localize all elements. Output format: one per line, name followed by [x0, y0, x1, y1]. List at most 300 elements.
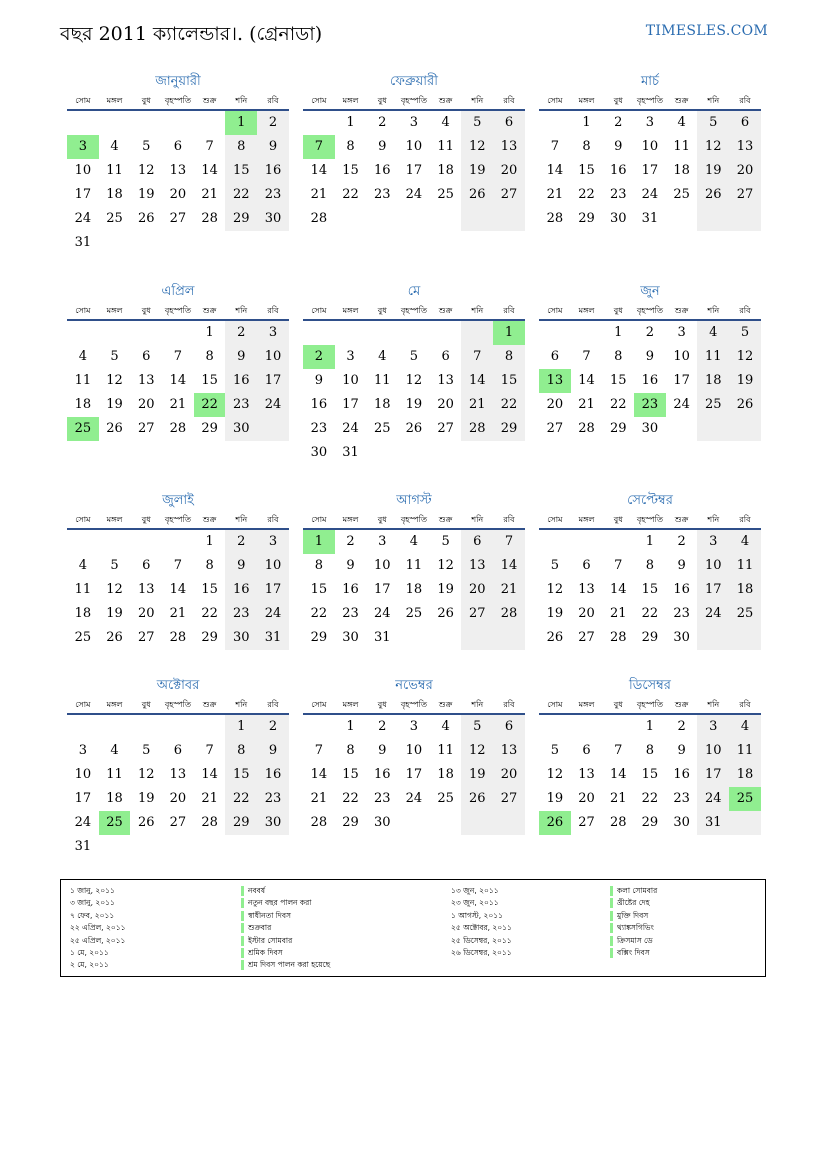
day-cell[interactable]: 25: [729, 787, 761, 811]
day-cell[interactable]: 27: [493, 183, 525, 207]
day-cell[interactable]: 24: [405, 187, 423, 202]
day-cell[interactable]: 28: [546, 211, 564, 226]
day-cell[interactable]: 14: [310, 767, 328, 782]
day-cell[interactable]: 25: [437, 187, 454, 202]
day-cell[interactable]: 3: [677, 325, 686, 340]
day-cell[interactable]: 5: [461, 111, 493, 135]
day-cell[interactable]: 7: [550, 139, 559, 154]
day-cell[interactable]: 8: [205, 558, 214, 573]
day-cell[interactable]: 21: [546, 187, 564, 202]
day-cell[interactable]: 15: [225, 159, 257, 183]
day-cell[interactable]: 19: [461, 763, 493, 787]
day-cell[interactable]: 16: [373, 767, 391, 782]
day-cell[interactable]: 24: [257, 393, 289, 417]
day-cell[interactable]: 27: [137, 630, 155, 645]
day-cell[interactable]: 3: [346, 349, 355, 364]
day-cell[interactable]: 6: [493, 715, 525, 739]
day-cell[interactable]: 26: [546, 630, 564, 645]
day-cell[interactable]: 29: [225, 811, 257, 835]
day-cell[interactable]: 26: [106, 421, 123, 436]
day-cell[interactable]: 4: [441, 719, 450, 734]
day-cell[interactable]: 17: [74, 187, 92, 202]
day-cell[interactable]: 14: [310, 163, 328, 178]
day-cell[interactable]: 3: [697, 715, 729, 739]
day-cell[interactable]: 13: [578, 767, 595, 782]
day-cell[interactable]: 10: [74, 163, 92, 178]
day-cell[interactable]: 14: [546, 163, 564, 178]
day-cell[interactable]: 10: [257, 554, 289, 578]
day-cell[interactable]: 9: [225, 345, 257, 369]
day-cell[interactable]: 8: [614, 349, 623, 364]
day-cell[interactable]: 29: [201, 421, 218, 436]
day-cell[interactable]: 19: [405, 397, 423, 412]
day-cell[interactable]: 9: [257, 135, 289, 159]
day-cell[interactable]: 15: [342, 767, 359, 782]
day-cell[interactable]: 24: [405, 791, 423, 806]
day-cell[interactable]: 13: [461, 554, 493, 578]
day-cell[interactable]: 3: [645, 115, 655, 130]
day-cell[interactable]: 17: [257, 369, 289, 393]
day-cell[interactable]: 17: [697, 578, 729, 602]
day-cell[interactable]: 13: [493, 135, 525, 159]
day-cell[interactable]: 4: [110, 139, 119, 154]
day-cell[interactable]: 16: [641, 373, 659, 388]
day-cell[interactable]: 22: [342, 187, 359, 202]
day-cell[interactable]: 10: [257, 345, 289, 369]
day-cell[interactable]: 18: [373, 397, 391, 412]
day-cell[interactable]: 11: [673, 139, 690, 154]
day-cell[interactable]: 15: [578, 163, 595, 178]
day-cell[interactable]: 12: [106, 373, 123, 388]
day-cell[interactable]: 11: [729, 554, 761, 578]
day-cell[interactable]: 11: [373, 373, 391, 388]
day-cell[interactable]: 20: [137, 397, 155, 412]
day-cell[interactable]: 8: [582, 139, 591, 154]
day-cell[interactable]: 27: [729, 183, 761, 207]
day-cell[interactable]: 15: [310, 582, 328, 597]
day-cell[interactable]: 8: [225, 135, 257, 159]
day-cell[interactable]: 1: [493, 321, 525, 345]
day-cell[interactable]: 3: [78, 743, 87, 758]
day-cell[interactable]: 5: [550, 743, 559, 758]
day-cell[interactable]: 31: [74, 839, 92, 854]
day-cell[interactable]: 2: [346, 534, 355, 549]
day-cell[interactable]: 8: [205, 349, 214, 364]
day-cell[interactable]: 12: [697, 135, 729, 159]
day-cell[interactable]: 18: [673, 163, 690, 178]
day-cell[interactable]: 24: [641, 187, 659, 202]
day-cell[interactable]: 7: [614, 743, 623, 758]
day-cell[interactable]: 27: [137, 421, 155, 436]
day-cell[interactable]: 26: [461, 183, 493, 207]
day-cell[interactable]: 28: [609, 630, 627, 645]
day-cell[interactable]: 20: [169, 187, 187, 202]
day-cell[interactable]: 31: [74, 235, 92, 250]
day-cell[interactable]: 2: [225, 321, 257, 345]
day-cell[interactable]: 7: [582, 349, 591, 364]
day-cell[interactable]: 11: [74, 582, 92, 597]
day-cell[interactable]: 8: [346, 743, 355, 758]
day-cell[interactable]: 15: [493, 369, 525, 393]
day-cell[interactable]: 22: [194, 393, 226, 417]
day-cell[interactable]: 26: [137, 815, 155, 830]
day-cell[interactable]: 18: [74, 397, 92, 412]
day-cell[interactable]: 22: [641, 606, 659, 621]
day-cell[interactable]: 4: [110, 743, 119, 758]
day-cell[interactable]: 28: [461, 417, 493, 441]
day-cell[interactable]: 16: [257, 763, 289, 787]
day-cell[interactable]: 22: [342, 791, 359, 806]
day-cell[interactable]: 24: [673, 397, 690, 412]
day-cell[interactable]: 3: [697, 530, 729, 554]
day-cell[interactable]: 8: [314, 558, 323, 573]
day-cell[interactable]: 18: [106, 187, 123, 202]
day-cell[interactable]: 19: [437, 582, 454, 597]
day-cell[interactable]: 17: [373, 582, 391, 597]
day-cell[interactable]: 23: [225, 393, 257, 417]
day-cell[interactable]: 10: [697, 739, 729, 763]
day-cell[interactable]: 4: [78, 349, 87, 364]
day-cell[interactable]: 3: [378, 534, 387, 549]
day-cell[interactable]: 17: [74, 791, 92, 806]
day-cell[interactable]: 2: [677, 534, 686, 549]
day-cell[interactable]: 11: [437, 743, 454, 758]
day-cell[interactable]: 10: [373, 558, 391, 573]
day-cell[interactable]: 23: [310, 421, 328, 436]
day-cell[interactable]: 29: [310, 630, 328, 645]
day-cell[interactable]: 26: [106, 630, 123, 645]
day-cell[interactable]: 4: [78, 558, 87, 573]
day-cell[interactable]: 26: [405, 421, 423, 436]
day-cell[interactable]: 30: [673, 815, 690, 830]
day-cell[interactable]: 7: [461, 345, 493, 369]
day-cell[interactable]: 17: [405, 163, 423, 178]
day-cell[interactable]: 2: [225, 530, 257, 554]
day-cell[interactable]: 8: [645, 558, 655, 573]
day-cell[interactable]: 20: [493, 159, 525, 183]
day-cell[interactable]: 18: [74, 606, 92, 621]
day-cell[interactable]: 21: [493, 578, 525, 602]
day-cell[interactable]: 4: [677, 115, 686, 130]
day-cell[interactable]: 15: [201, 582, 218, 597]
day-cell[interactable]: 21: [609, 791, 627, 806]
day-cell[interactable]: 14: [169, 373, 187, 388]
day-cell[interactable]: 19: [546, 791, 564, 806]
day-cell[interactable]: 30: [310, 445, 328, 460]
day-cell[interactable]: 28: [493, 602, 525, 626]
day-cell[interactable]: 5: [142, 743, 151, 758]
day-cell[interactable]: 13: [729, 135, 761, 159]
day-cell[interactable]: 5: [697, 111, 729, 135]
day-cell[interactable]: 7: [314, 743, 323, 758]
day-cell[interactable]: 29: [609, 421, 627, 436]
day-cell[interactable]: 25: [729, 602, 761, 626]
day-cell[interactable]: 24: [257, 602, 289, 626]
day-cell[interactable]: 14: [201, 163, 218, 178]
day-cell[interactable]: 9: [314, 373, 323, 388]
day-cell[interactable]: 7: [303, 135, 335, 159]
day-cell[interactable]: 29: [493, 417, 525, 441]
day-cell[interactable]: 25: [697, 393, 729, 417]
day-cell[interactable]: 16: [225, 578, 257, 602]
day-cell[interactable]: 28: [201, 815, 218, 830]
day-cell[interactable]: 2: [378, 115, 387, 130]
day-cell[interactable]: 19: [546, 606, 564, 621]
day-cell[interactable]: 19: [106, 606, 123, 621]
day-cell[interactable]: 19: [729, 369, 761, 393]
day-cell[interactable]: 6: [729, 111, 761, 135]
day-cell[interactable]: 27: [461, 602, 493, 626]
day-cell[interactable]: 28: [201, 211, 218, 226]
day-cell[interactable]: 19: [461, 159, 493, 183]
day-cell[interactable]: 16: [342, 582, 359, 597]
day-cell[interactable]: 24: [697, 602, 729, 626]
day-cell[interactable]: 20: [578, 791, 595, 806]
day-cell[interactable]: 29: [225, 207, 257, 231]
day-cell[interactable]: 20: [461, 578, 493, 602]
day-cell[interactable]: 21: [578, 397, 595, 412]
day-cell[interactable]: 13: [578, 582, 595, 597]
day-cell[interactable]: 26: [729, 393, 761, 417]
day-cell[interactable]: 13: [437, 373, 454, 388]
day-cell[interactable]: 11: [106, 767, 123, 782]
day-cell[interactable]: 6: [441, 349, 450, 364]
day-cell[interactable]: 22: [578, 187, 595, 202]
day-cell[interactable]: 11: [405, 558, 423, 573]
day-cell[interactable]: 4: [729, 530, 761, 554]
day-cell[interactable]: 16: [257, 159, 289, 183]
day-cell[interactable]: 3: [257, 321, 289, 345]
day-cell[interactable]: 24: [373, 606, 391, 621]
day-cell[interactable]: 11: [106, 163, 123, 178]
day-cell[interactable]: 7: [205, 743, 214, 758]
day-cell[interactable]: 30: [225, 626, 257, 650]
day-cell[interactable]: 20: [437, 397, 454, 412]
day-cell[interactable]: 28: [578, 421, 595, 436]
day-cell[interactable]: 14: [609, 767, 627, 782]
day-cell[interactable]: 12: [106, 582, 123, 597]
day-cell[interactable]: 31: [257, 626, 289, 650]
day-cell[interactable]: 25: [373, 421, 391, 436]
day-cell[interactable]: 5: [142, 139, 151, 154]
day-cell[interactable]: 24: [342, 421, 359, 436]
day-cell[interactable]: 31: [641, 211, 659, 226]
day-cell[interactable]: 13: [539, 369, 571, 393]
day-cell[interactable]: 21: [609, 606, 627, 621]
day-cell[interactable]: 6: [173, 743, 183, 758]
day-cell[interactable]: 12: [461, 135, 493, 159]
day-cell[interactable]: 30: [257, 207, 289, 231]
day-cell[interactable]: 28: [169, 421, 187, 436]
day-cell[interactable]: 8: [645, 743, 655, 758]
day-cell[interactable]: 6: [173, 139, 183, 154]
day-cell[interactable]: 24: [74, 211, 92, 226]
day-cell[interactable]: 14: [169, 582, 187, 597]
day-cell[interactable]: 27: [169, 815, 187, 830]
day-cell[interactable]: 10: [342, 373, 359, 388]
day-cell[interactable]: 20: [137, 606, 155, 621]
day-cell[interactable]: 21: [201, 791, 218, 806]
day-cell[interactable]: 8: [346, 139, 355, 154]
day-cell[interactable]: 12: [137, 163, 155, 178]
day-cell[interactable]: 14: [201, 767, 218, 782]
day-cell[interactable]: 18: [729, 763, 761, 787]
day-cell[interactable]: 11: [74, 373, 92, 388]
day-cell[interactable]: 11: [697, 345, 729, 369]
day-cell[interactable]: 26: [539, 811, 571, 835]
day-cell[interactable]: 7: [614, 558, 623, 573]
day-cell[interactable]: 31: [373, 630, 391, 645]
day-cell[interactable]: 26: [437, 606, 454, 621]
day-cell[interactable]: 3: [257, 530, 289, 554]
day-cell[interactable]: 12: [729, 345, 761, 369]
day-cell[interactable]: 21: [201, 187, 218, 202]
day-cell[interactable]: 6: [142, 349, 151, 364]
day-cell[interactable]: 20: [578, 606, 595, 621]
day-cell[interactable]: 28: [169, 630, 187, 645]
day-cell[interactable]: 23: [673, 791, 690, 806]
day-cell[interactable]: 23: [373, 791, 391, 806]
day-cell[interactable]: 21: [461, 393, 493, 417]
day-cell[interactable]: 11: [729, 739, 761, 763]
day-cell[interactable]: 20: [546, 397, 564, 412]
day-cell[interactable]: 25: [67, 417, 99, 441]
day-cell[interactable]: 12: [437, 558, 454, 573]
day-cell[interactable]: 2: [257, 715, 289, 739]
day-cell[interactable]: 9: [378, 743, 387, 758]
day-cell[interactable]: 15: [201, 373, 218, 388]
day-cell[interactable]: 21: [310, 187, 328, 202]
day-cell[interactable]: 4: [441, 115, 450, 130]
brand-logo[interactable]: TIMESLES.COM: [645, 23, 768, 39]
day-cell[interactable]: 9: [378, 139, 387, 154]
day-cell[interactable]: 9: [257, 739, 289, 763]
day-cell[interactable]: 27: [493, 787, 525, 811]
day-cell[interactable]: 10: [405, 139, 423, 154]
day-cell[interactable]: 27: [578, 630, 595, 645]
day-cell[interactable]: 1: [582, 115, 591, 130]
day-cell[interactable]: 29: [641, 630, 659, 645]
day-cell[interactable]: 16: [373, 163, 391, 178]
day-cell[interactable]: 5: [409, 349, 419, 364]
day-cell[interactable]: 13: [137, 373, 155, 388]
day-cell[interactable]: 3: [409, 719, 419, 734]
day-cell[interactable]: 20: [729, 159, 761, 183]
day-cell[interactable]: 23: [257, 183, 289, 207]
day-cell[interactable]: 23: [373, 187, 391, 202]
day-cell[interactable]: 23: [609, 187, 627, 202]
day-cell[interactable]: 27: [578, 815, 595, 830]
day-cell[interactable]: 12: [461, 739, 493, 763]
day-cell[interactable]: 7: [205, 139, 214, 154]
day-cell[interactable]: 9: [225, 554, 257, 578]
day-cell[interactable]: 6: [550, 349, 559, 364]
day-cell[interactable]: 19: [697, 159, 729, 183]
day-cell[interactable]: 1: [346, 115, 355, 130]
day-cell[interactable]: 7: [493, 530, 525, 554]
day-cell[interactable]: 14: [461, 369, 493, 393]
day-cell[interactable]: 22: [201, 606, 218, 621]
day-cell[interactable]: 28: [310, 815, 328, 830]
day-cell[interactable]: 5: [110, 558, 119, 573]
day-cell[interactable]: 28: [609, 815, 627, 830]
day-cell[interactable]: 12: [546, 767, 564, 782]
day-cell[interactable]: 22: [225, 787, 257, 811]
day-cell[interactable]: 16: [673, 767, 690, 782]
day-cell[interactable]: 21: [169, 397, 187, 412]
day-cell[interactable]: 19: [137, 187, 155, 202]
day-cell[interactable]: 22: [641, 791, 659, 806]
day-cell[interactable]: 9: [677, 558, 686, 573]
day-cell[interactable]: 30: [673, 630, 690, 645]
day-cell[interactable]: 18: [437, 163, 454, 178]
day-cell[interactable]: 1: [225, 715, 257, 739]
day-cell[interactable]: 14: [493, 554, 525, 578]
day-cell[interactable]: 13: [169, 767, 187, 782]
day-cell[interactable]: 30: [225, 417, 257, 441]
day-cell[interactable]: 29: [342, 815, 359, 830]
day-cell[interactable]: 16: [673, 582, 690, 597]
day-cell[interactable]: 22: [493, 393, 525, 417]
day-cell[interactable]: 15: [609, 373, 627, 388]
day-cell[interactable]: 23: [634, 393, 666, 417]
day-cell[interactable]: 18: [106, 791, 123, 806]
day-cell[interactable]: 17: [405, 767, 423, 782]
day-cell[interactable]: 2: [614, 115, 623, 130]
day-cell[interactable]: 23: [673, 606, 690, 621]
day-cell[interactable]: 29: [201, 630, 218, 645]
day-cell[interactable]: 5: [550, 558, 559, 573]
day-cell[interactable]: 15: [225, 763, 257, 787]
day-cell[interactable]: 4: [697, 321, 729, 345]
day-cell[interactable]: 10: [697, 554, 729, 578]
day-cell[interactable]: 25: [99, 811, 131, 835]
day-cell[interactable]: 25: [673, 187, 690, 202]
day-cell[interactable]: 30: [257, 811, 289, 835]
day-cell[interactable]: 15: [342, 163, 359, 178]
day-cell[interactable]: 6: [461, 530, 493, 554]
day-cell[interactable]: 17: [257, 578, 289, 602]
day-cell[interactable]: 21: [169, 606, 187, 621]
day-cell[interactable]: 31: [697, 811, 729, 835]
day-cell[interactable]: 10: [405, 743, 423, 758]
day-cell[interactable]: 4: [378, 349, 387, 364]
day-cell[interactable]: 12: [137, 767, 155, 782]
day-cell[interactable]: 18: [697, 369, 729, 393]
day-cell[interactable]: 7: [173, 558, 183, 573]
day-cell[interactable]: 14: [578, 373, 595, 388]
day-cell[interactable]: 31: [342, 445, 359, 460]
day-cell[interactable]: 7: [173, 349, 183, 364]
day-cell[interactable]: 1: [346, 719, 355, 734]
day-cell[interactable]: 18: [729, 578, 761, 602]
day-cell[interactable]: 26: [137, 211, 155, 226]
day-cell[interactable]: 30: [641, 421, 659, 436]
day-cell[interactable]: 8: [225, 739, 257, 763]
day-cell[interactable]: 5: [461, 715, 493, 739]
day-cell[interactable]: 25: [106, 211, 123, 226]
day-cell[interactable]: 8: [493, 345, 525, 369]
day-cell[interactable]: 2: [378, 719, 387, 734]
day-cell[interactable]: 6: [493, 111, 525, 135]
day-cell[interactable]: 3: [409, 115, 419, 130]
day-cell[interactable]: 11: [437, 139, 454, 154]
day-cell[interactable]: 1: [205, 325, 214, 340]
day-cell[interactable]: 16: [609, 163, 627, 178]
day-cell[interactable]: 1: [303, 530, 335, 554]
day-cell[interactable]: 20: [169, 791, 187, 806]
day-cell[interactable]: 17: [697, 763, 729, 787]
